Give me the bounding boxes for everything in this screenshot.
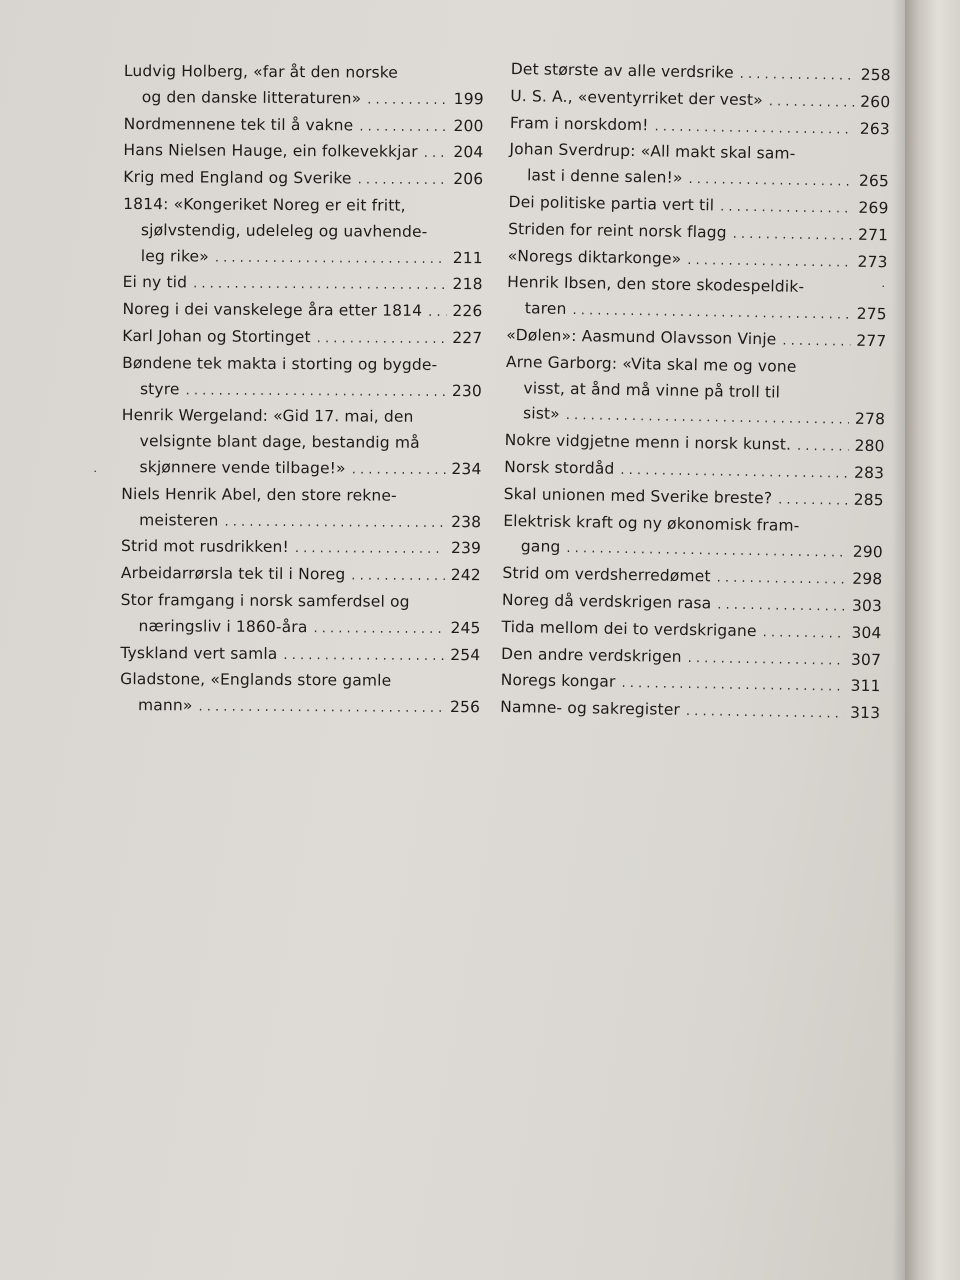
toc-entry-title: Arne Garborg: «Vita skal me og vone bbox=[505, 352, 797, 376]
toc-page-number: 199 bbox=[453, 89, 484, 108]
toc-entry-line bbox=[121, 482, 481, 510]
toc-entry bbox=[509, 137, 890, 196]
toc-page-number: 245 bbox=[450, 618, 481, 637]
toc-page-number: 265 bbox=[858, 171, 890, 191]
dot-leader bbox=[186, 378, 446, 405]
toc-entry bbox=[121, 561, 481, 590]
toc-page-number: 278 bbox=[854, 410, 886, 429]
toc-page-number: 254 bbox=[450, 645, 481, 664]
toc-entry bbox=[120, 641, 480, 670]
dot-leader bbox=[687, 646, 845, 674]
toc-page-number: 311 bbox=[850, 677, 881, 696]
dot-leader bbox=[367, 87, 448, 113]
toc-page-number: 298 bbox=[852, 569, 883, 589]
toc-entry-title: visst, at ånd må vinne på troll til bbox=[523, 378, 781, 402]
toc-page-number: 277 bbox=[856, 331, 887, 351]
toc-entry-title: Nordmennene tek til å vakne bbox=[123, 114, 354, 134]
toc-entry-title: Ei ny tid bbox=[122, 273, 188, 292]
toc-entry-line bbox=[122, 351, 482, 379]
toc-page-number: 211 bbox=[452, 248, 483, 267]
toc-entry-title: Namne- og sakregister bbox=[500, 698, 681, 720]
toc-entry-title: Den andre verdskrigen bbox=[500, 644, 682, 666]
toc-entry-title: Striden for reint norsk flagg bbox=[508, 219, 727, 242]
toc-entry-line bbox=[123, 218, 483, 246]
toc-entry-title: Fram i norskdom! bbox=[509, 113, 649, 134]
toc-page-number: 273 bbox=[857, 252, 888, 271]
dot-leader bbox=[778, 487, 848, 514]
toc-entry-line bbox=[120, 667, 480, 695]
toc-entry bbox=[124, 59, 484, 114]
toc-entry-line bbox=[121, 561, 481, 590]
toc-page-number: 238 bbox=[451, 512, 482, 531]
toc-entry-title: Tida mellom dei to verdskrigane bbox=[501, 617, 757, 640]
toc-page-number: 256 bbox=[449, 698, 481, 717]
toc-entry-title: sjølvstendig, udeleleg og uavhende- bbox=[140, 220, 428, 241]
toc-entry-line bbox=[122, 377, 482, 406]
toc-page-number: 226 bbox=[452, 302, 483, 321]
toc-entry-title: velsignte blant dage, bestandig må bbox=[139, 432, 420, 452]
toc-entry-line bbox=[123, 138, 483, 167]
dot-leader bbox=[424, 141, 448, 167]
toc-entry-title: Niels Henrik Abel, den store rekne- bbox=[121, 484, 397, 505]
dot-leader bbox=[359, 114, 447, 140]
dot-leader bbox=[198, 695, 444, 722]
toc-entry-title: Henrik Ibsen, den store skodespeldik- bbox=[507, 273, 805, 297]
toc-entry bbox=[121, 534, 481, 563]
toc-entry-title: Johan Sverdrup: «All makt skal sam- bbox=[509, 140, 796, 164]
toc-entry-line bbox=[122, 324, 482, 353]
dot-leader bbox=[797, 434, 849, 461]
toc-entry-line bbox=[122, 297, 482, 326]
toc-page-number: 271 bbox=[857, 225, 889, 245]
toc-page-number: 230 bbox=[451, 381, 483, 400]
toc-page-number: 218 bbox=[452, 275, 483, 294]
toc-entry-title: Strid mot rusdrikken! bbox=[120, 537, 289, 557]
dot-leader bbox=[215, 245, 447, 272]
toc-entry bbox=[123, 165, 483, 194]
toc-page-number: 263 bbox=[859, 119, 891, 138]
toc-entry-title: 1814: «Kongeriket Noreg er eit fritt, bbox=[123, 194, 406, 215]
toc-entry-title: Noreg då verdskrigen rasa bbox=[501, 590, 712, 613]
dot-leader bbox=[769, 89, 855, 116]
adjacent-page-edge bbox=[905, 0, 960, 1280]
toc-entry-title: Noreg i dei vanskelege åra etter 1814 bbox=[122, 300, 423, 320]
toc-entry-title: styre bbox=[139, 379, 180, 398]
toc-entry-line bbox=[121, 534, 481, 563]
toc-entry bbox=[122, 351, 482, 406]
toc-entry-title: Ludvig Holberg, «far åt den norske bbox=[123, 61, 399, 82]
toc-entry-title: Krig med England og Sverike bbox=[123, 168, 352, 188]
toc-entry bbox=[124, 112, 484, 141]
toc-entry-title: Noregs kongar bbox=[500, 671, 616, 692]
toc-page-number: 260 bbox=[860, 92, 891, 112]
dot-leader bbox=[762, 620, 845, 647]
toc-entry-title: gang bbox=[520, 537, 561, 557]
toc-page-number: 258 bbox=[860, 65, 891, 85]
toc-entry bbox=[123, 270, 483, 299]
dot-leader bbox=[620, 458, 848, 488]
toc-entry-line bbox=[124, 85, 484, 114]
toc-entry-line bbox=[121, 508, 481, 537]
toc-entry-title: Karl Johan og Stortinget bbox=[122, 326, 311, 347]
toc-entry-title: Tyskland vert samla bbox=[120, 643, 278, 663]
toc-column-left bbox=[120, 59, 484, 722]
toc-page-number: 283 bbox=[853, 463, 885, 483]
page-speck: ˙ bbox=[92, 470, 99, 485]
toc-entry bbox=[120, 667, 480, 722]
toc-entry-title: Dei politiske partia vert til bbox=[508, 192, 715, 215]
toc-page-number: 269 bbox=[858, 198, 889, 218]
dot-leader bbox=[740, 62, 855, 90]
page-speck: ˙ bbox=[880, 285, 887, 300]
toc-page-number: 227 bbox=[452, 328, 483, 348]
toc-entry-title: «Noregs diktarkonge» bbox=[507, 246, 682, 268]
toc-entry-title: Elektrisk kraft og ny økonomisk fram- bbox=[503, 511, 800, 535]
toc-page-number: 285 bbox=[853, 490, 884, 509]
toc-page-number: 290 bbox=[852, 543, 883, 562]
toc-page-number: 280 bbox=[854, 436, 885, 456]
toc-entry-line bbox=[120, 693, 480, 722]
toc-entry bbox=[122, 324, 482, 353]
toc-page-number: 204 bbox=[453, 143, 484, 162]
dot-leader bbox=[352, 457, 446, 483]
dot-leader bbox=[782, 329, 850, 356]
toc-page-number: 242 bbox=[450, 566, 481, 585]
toc-page-number: 206 bbox=[453, 170, 484, 189]
toc-entry-line bbox=[120, 641, 480, 670]
toc-entry-line bbox=[123, 270, 483, 299]
toc-entry-title: U. S. A., «eventyrriket der vest» bbox=[510, 86, 764, 109]
toc-entry-title: meisteren bbox=[139, 510, 219, 530]
toc-entry-title: Nokre vidgjetne menn i norsk kunst. bbox=[504, 431, 792, 454]
dot-leader bbox=[295, 536, 445, 563]
toc-entry bbox=[507, 270, 888, 329]
toc-entry-line bbox=[120, 614, 480, 643]
toc-entry-title: taren bbox=[524, 299, 567, 319]
toc-entry-line bbox=[123, 192, 483, 220]
toc-entry-title: sist» bbox=[522, 404, 561, 424]
toc-page-number: 239 bbox=[450, 539, 482, 558]
dot-leader bbox=[716, 566, 846, 594]
toc-entry-title: Bøndene tek makta i storting og bygde- bbox=[122, 353, 438, 374]
dot-leader bbox=[317, 326, 447, 353]
toc-entry bbox=[123, 138, 483, 167]
toc-entry-title: Henrik Wergeland: «Gid 17. mai, den bbox=[121, 406, 414, 427]
toc-entry-title: næringsliv i 1860-åra bbox=[138, 616, 308, 636]
toc-entry-title: Norsk stordåd bbox=[504, 457, 615, 478]
toc-entry bbox=[121, 403, 481, 484]
toc-entry-title: Arbeidarrørsla tek til i Noreg bbox=[120, 564, 346, 584]
toc-entry-title: Gladstone, «Englands store gamle bbox=[120, 670, 392, 690]
dot-leader bbox=[224, 509, 445, 536]
toc-entry-title: Strid om verdsherredømet bbox=[502, 564, 711, 586]
toc-entry-title: Stor framgang i norsk samferdsel og bbox=[120, 590, 410, 611]
toc-page-number: 303 bbox=[851, 596, 883, 616]
toc-page-number: 307 bbox=[850, 650, 882, 669]
toc-entry-title: leg rike» bbox=[140, 246, 209, 266]
dot-leader bbox=[313, 616, 444, 643]
toc-entry bbox=[121, 482, 481, 537]
toc-column-right bbox=[500, 57, 891, 728]
toc-entry-title: Hans Nielsen Hauge, ein folkevekkjar bbox=[123, 141, 418, 162]
dot-leader bbox=[621, 671, 844, 700]
toc-entry-line bbox=[121, 455, 481, 484]
toc-entry-line bbox=[124, 59, 484, 87]
toc-entry bbox=[122, 297, 482, 326]
toc-page-number: 275 bbox=[856, 304, 887, 324]
toc-page-number: 313 bbox=[849, 703, 881, 723]
dot-leader bbox=[720, 194, 853, 222]
dot-leader bbox=[686, 699, 845, 727]
toc-entry-line bbox=[123, 244, 483, 273]
dot-leader bbox=[283, 643, 444, 670]
dot-leader bbox=[717, 592, 846, 620]
toc-entry-line bbox=[121, 588, 481, 616]
toc-entry bbox=[123, 192, 483, 273]
toc-page-number: 304 bbox=[851, 623, 882, 642]
toc-entry-title: «Dølen»: Aasmund Olavsson Vinje bbox=[506, 325, 777, 349]
toc-entry-line bbox=[122, 403, 482, 431]
toc-entry-title: skjønnere vende tilbage!» bbox=[139, 458, 346, 478]
toc-entry-title: last i denne salen!» bbox=[526, 166, 683, 188]
toc-entry-line bbox=[124, 112, 484, 141]
toc-page-number: 234 bbox=[451, 459, 482, 479]
dot-leader bbox=[193, 272, 447, 299]
toc-entry-title: og den danske litteraturen» bbox=[141, 87, 362, 108]
toc-page-number: 200 bbox=[453, 116, 484, 135]
toc-entry-title: Skal unionen med Sverike breste? bbox=[503, 484, 773, 508]
toc-entry-line bbox=[123, 165, 483, 194]
toc-entry bbox=[503, 508, 884, 567]
toc-entry-title: Det største av alle verdsrike bbox=[510, 59, 734, 82]
dot-leader bbox=[654, 114, 854, 143]
dot-leader bbox=[428, 300, 446, 326]
dot-leader bbox=[733, 221, 853, 249]
toc-entry bbox=[505, 350, 886, 435]
dot-leader bbox=[358, 168, 448, 194]
dot-leader bbox=[688, 167, 853, 196]
dot-leader bbox=[687, 248, 852, 277]
toc-entry bbox=[120, 588, 480, 643]
dot-leader bbox=[351, 564, 445, 590]
toc-entry-title: mann» bbox=[137, 696, 193, 715]
toc-entry-line bbox=[122, 429, 482, 457]
